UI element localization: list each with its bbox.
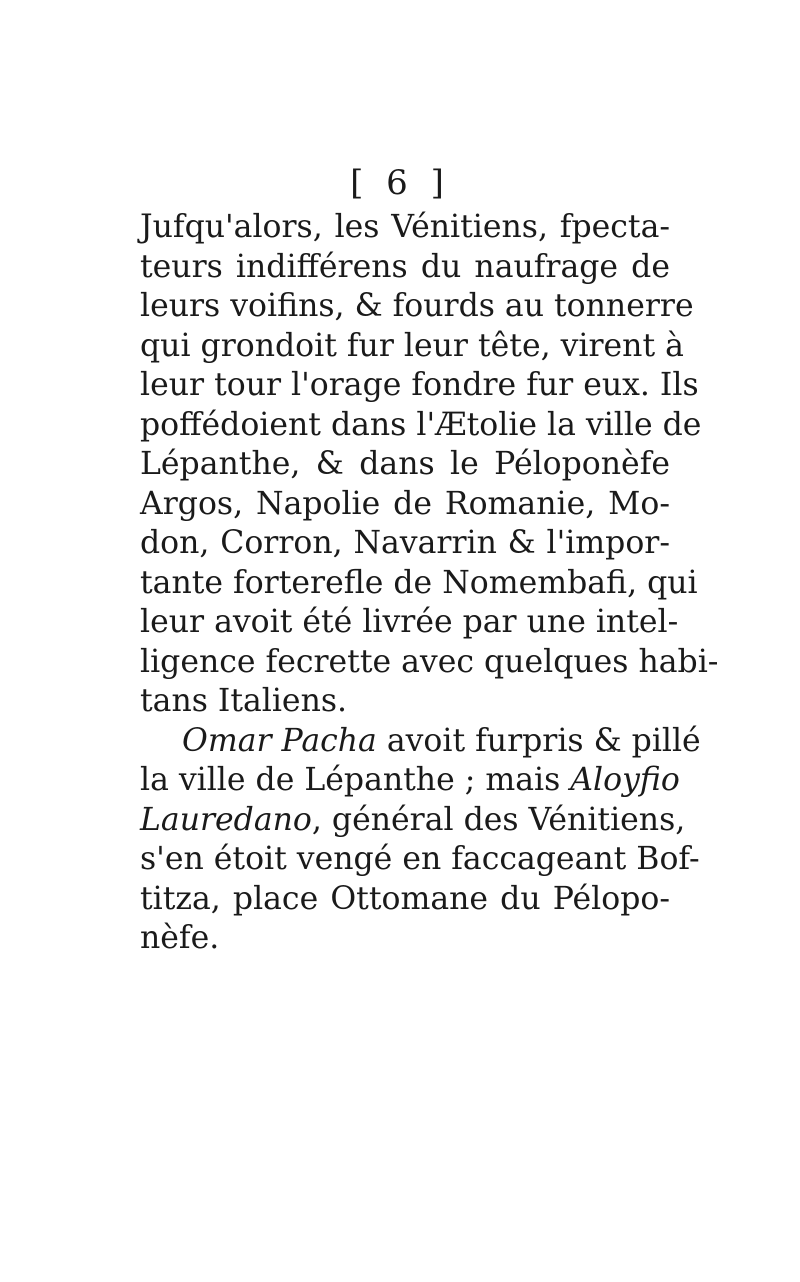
text-line: Argos, Napolie de Romanie, Mo- [140,485,670,522]
italic-name: Lauredano [140,801,312,838]
italic-name: Omar Pacha [182,722,377,759]
roman-text: titza, place Ottomane du Pélopo- [140,880,670,917]
text-line: leurs voifins, & fourds au tonnerre [140,288,694,324]
text-line [140,722,701,762]
italic-name: Aloyfio [570,762,680,798]
text-line [140,880,670,920]
text-line: Lépanthe, & dans le Péloponèfe [140,446,670,482]
page-number: [ 6 ] [350,163,450,203]
text-line: leur avoit été livrée par une intel- [140,604,679,640]
text-line [140,919,670,959]
roman-text: avoit furpris & pillé [376,722,701,759]
text-line: don, Corron, Navarrin & l'impor- [140,525,670,561]
roman-text: , général des Vénitiens, [311,801,686,838]
text-line: Jufqu'alors, les Vénitiens, fpecta- [140,209,670,245]
text-line: teurs indifférens du naufrage de [140,248,670,285]
paragraph-1 [140,208,719,722]
text-line: leur tour l'orage fondre fur eux. Ils [140,367,699,403]
text-line [140,761,680,801]
roman-text: nèfe. [140,920,220,956]
text-line: tante forterefle de Nomembafi, qui [140,564,698,601]
text-line: poffédoient dans l'Ætolie la ville de [140,406,702,443]
text-line [140,840,700,880]
roman-text: la ville de Lépanthe ; mais [140,762,571,798]
text-line: qui grondoit fur leur tête, virent à [140,327,684,364]
text-line [140,801,686,841]
roman-text: s'en étoit vengé en faccageant Bof- [140,841,700,877]
text-line: ligence fecrette avec quelques habi- [140,643,719,680]
body-text [140,208,719,959]
text-line: tans Italiens. [140,683,348,719]
paragraph-2 [140,722,701,959]
